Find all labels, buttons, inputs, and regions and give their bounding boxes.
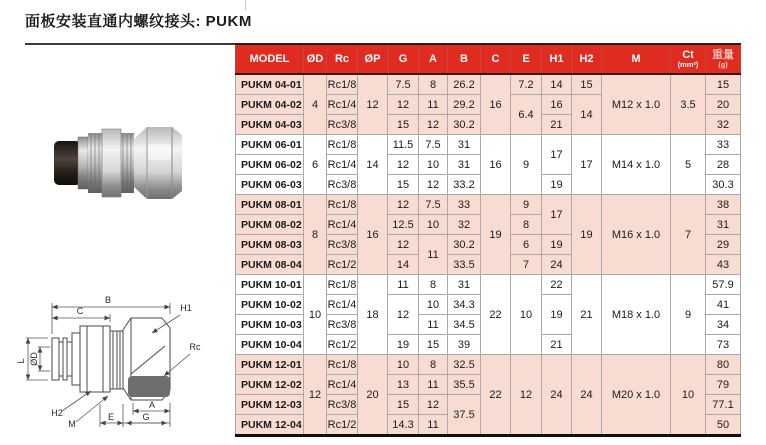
value-cell: 12 [388, 235, 419, 255]
value-cell: 8 [419, 74, 448, 95]
value-cell: Rc1/8 [327, 275, 358, 295]
value-cell: 10 [511, 275, 542, 355]
value-cell: 10 [671, 355, 706, 436]
value-cell: 37.5 [448, 395, 481, 436]
value-cell: 8 [511, 215, 542, 235]
value-cell: 28 [706, 155, 741, 175]
value-cell: 11 [419, 315, 448, 335]
value-cell: 34.5 [448, 315, 481, 335]
fitting-photo-illustration [52, 110, 192, 202]
value-cell: 11 [419, 235, 448, 275]
value-cell: 80 [706, 355, 741, 375]
value-cell: 9 [511, 195, 542, 215]
value-cell: 30.2 [448, 115, 481, 135]
value-cell: 8 [304, 195, 327, 275]
product-photo [52, 110, 192, 202]
value-cell: Rc1/4 [327, 155, 358, 175]
value-cell: Rc1/8 [327, 195, 358, 215]
value-cell: 7 [511, 255, 542, 275]
column-header: H2 [572, 44, 602, 74]
value-cell: 4 [304, 74, 327, 135]
value-cell: 12 [388, 195, 419, 215]
model-cell: PUKM 04-03 [236, 115, 304, 135]
value-cell: 29.2 [448, 95, 481, 115]
value-cell: Rc1/4 [327, 375, 358, 395]
value-cell: 19 [542, 295, 572, 335]
dim-label-e: E [107, 412, 115, 422]
value-cell: 14 [542, 74, 572, 95]
value-cell: 8 [419, 355, 448, 375]
value-cell: 79 [706, 375, 741, 395]
column-header: G [388, 44, 419, 74]
model-cell: PUKM 10-01 [236, 275, 304, 295]
column-header: B [448, 44, 481, 74]
value-cell: 13 [388, 375, 419, 395]
value-cell: 10 [419, 155, 448, 175]
column-header: ØP [358, 44, 388, 74]
value-cell: Rc1/4 [327, 295, 358, 315]
value-cell: Rc3/8 [327, 175, 358, 195]
value-cell: 33.5 [448, 255, 481, 275]
value-cell: 9 [671, 275, 706, 355]
value-cell: 19 [542, 175, 572, 195]
model-cell: PUKM 06-03 [236, 175, 304, 195]
value-cell: 7.5 [388, 74, 419, 95]
value-cell: 20 [358, 355, 388, 436]
value-cell: 12 [388, 95, 419, 115]
value-cell: 12 [511, 355, 542, 436]
value-cell: 11 [419, 415, 448, 436]
value-cell: 38 [706, 195, 741, 215]
dim-label-g: G [142, 412, 150, 422]
value-cell: M16 x 1.0 [602, 195, 671, 275]
value-cell: 41 [706, 295, 741, 315]
value-cell: 20 [706, 95, 741, 115]
model-cell: PUKM 10-04 [236, 335, 304, 355]
value-cell: 18 [358, 275, 388, 355]
value-cell: 33.2 [448, 175, 481, 195]
model-cell: PUKM 12-01 [236, 355, 304, 375]
value-cell: 33 [706, 135, 741, 155]
column-header: H1 [542, 44, 572, 74]
table-row [236, 135, 741, 155]
value-cell: 32 [448, 215, 481, 235]
model-cell: PUKM 06-02 [236, 155, 304, 175]
rc-thread-shade [128, 376, 170, 397]
model-cell: PUKM 12-04 [236, 415, 304, 436]
model-cell: PUKM 08-04 [236, 255, 304, 275]
column-header: 重量 (g) [706, 44, 741, 74]
dim-label-rc: Rc [189, 342, 201, 352]
value-cell: 10 [304, 275, 327, 355]
column-header: Rc [327, 44, 358, 74]
value-cell: 7.2 [511, 74, 542, 95]
value-cell: 32 [706, 115, 741, 135]
value-cell: 16 [358, 195, 388, 275]
dim-label-l: L [16, 358, 26, 364]
value-cell: 33 [448, 195, 481, 215]
spec-table-body [236, 74, 741, 436]
model-cell: PUKM 08-02 [236, 215, 304, 235]
page-title: 面板安装直通内螺纹接头: PUKM [25, 13, 252, 30]
value-cell: 29 [706, 235, 741, 255]
value-cell: 11 [419, 95, 448, 115]
value-cell: 14.3 [388, 415, 419, 436]
dimension-drawing [0, 270, 222, 445]
value-cell: 6 [511, 235, 542, 255]
model-cell: PUKM 04-01 [236, 74, 304, 95]
dim-label-m: M [68, 419, 76, 429]
value-cell: 24 [542, 255, 572, 275]
value-cell: 10 [419, 295, 448, 315]
value-cell: 31 [448, 135, 481, 155]
value-cell: Rc1/2 [327, 415, 358, 436]
value-cell: 17 [542, 195, 572, 235]
value-cell: 21 [542, 335, 572, 355]
value-cell: 57.9 [706, 275, 741, 295]
value-cell: Rc3/8 [327, 395, 358, 415]
value-cell: Rc1/2 [327, 255, 358, 275]
value-cell: 17 [572, 135, 602, 195]
spec-table [235, 43, 741, 437]
value-cell: 16 [481, 74, 511, 135]
value-cell: 21 [542, 115, 572, 135]
value-cell: 14 [358, 135, 388, 195]
value-cell: 12.5 [388, 215, 419, 235]
value-cell: 15 [388, 395, 419, 415]
dim-label-h1: H1 [180, 303, 192, 313]
value-cell: 15 [706, 74, 741, 95]
value-cell: 16 [542, 95, 572, 115]
value-cell: 12 [358, 74, 388, 135]
value-cell: Rc3/8 [327, 235, 358, 255]
table-row [236, 275, 741, 295]
column-header: MODEL [236, 44, 304, 74]
value-cell: 15 [388, 175, 419, 195]
value-cell: 24 [572, 355, 602, 436]
value-cell: Rc1/4 [327, 95, 358, 115]
value-cell: 21 [572, 275, 602, 355]
header-row [236, 44, 741, 74]
value-cell: 50 [706, 415, 741, 436]
value-cell: 6 [304, 135, 327, 195]
value-cell: 5 [671, 135, 706, 195]
value-cell: 7.5 [419, 135, 448, 155]
value-cell: Rc1/4 [327, 215, 358, 235]
model-cell: PUKM 10-02 [236, 295, 304, 315]
value-cell: 30.2 [448, 235, 481, 255]
value-cell: M18 x 1.0 [602, 275, 671, 355]
value-cell: 7 [671, 195, 706, 275]
value-cell: Rc3/8 [327, 315, 358, 335]
value-cell: 12 [419, 395, 448, 415]
value-cell: 32.5 [448, 355, 481, 375]
value-cell: 10 [419, 215, 448, 235]
model-cell: PUKM 04-02 [236, 95, 304, 115]
column-header: ØD [304, 44, 327, 74]
column-header: C [481, 44, 511, 74]
value-cell: 43 [706, 255, 741, 275]
model-cell: PUKM 12-02 [236, 375, 304, 395]
value-cell: 9 [511, 135, 542, 195]
model-cell: PUKM 12-03 [236, 395, 304, 415]
value-cell: 22 [481, 355, 511, 436]
title-underline [25, 43, 237, 45]
value-cell: 10 [388, 355, 419, 375]
value-cell: 12 [419, 115, 448, 135]
value-cell: 14 [572, 95, 602, 135]
value-cell: 31 [448, 275, 481, 295]
column-header: A [419, 44, 448, 74]
value-cell: 15 [388, 115, 419, 135]
value-cell: 24 [542, 355, 572, 436]
column-header: E [511, 44, 542, 74]
dimension-drawing-svg [0, 270, 222, 445]
dim-label-od: ØD [29, 352, 39, 366]
value-cell: 30.3 [706, 175, 741, 195]
model-cell: PUKM 08-01 [236, 195, 304, 215]
page-column-divider [245, 0, 246, 10]
model-cell: PUKM 06-01 [236, 135, 304, 155]
value-cell: 39 [448, 335, 481, 355]
value-cell: 11 [388, 275, 419, 295]
value-cell: 31 [706, 215, 741, 235]
table-row [236, 355, 741, 375]
value-cell: 14 [388, 255, 419, 275]
value-cell: Rc1/8 [327, 135, 358, 155]
value-cell: 11 [419, 375, 448, 395]
dim-label-b: B [104, 295, 112, 305]
dim-label-c: C [76, 306, 84, 316]
model-cell: PUKM 08-03 [236, 235, 304, 255]
table-row [236, 74, 741, 95]
value-cell: Rc1/8 [327, 74, 358, 95]
value-cell: 7.5 [419, 195, 448, 215]
value-cell: 12 [419, 175, 448, 195]
value-cell: 73 [706, 335, 741, 355]
value-cell: 11.5 [388, 135, 419, 155]
value-cell: 12 [304, 355, 327, 436]
value-cell: M12 x 1.0 [602, 74, 671, 135]
value-cell: 19 [481, 195, 511, 275]
value-cell: 12 [388, 295, 419, 335]
value-cell: 6.4 [511, 95, 542, 135]
value-cell: 17 [542, 135, 572, 175]
value-cell: 15 [572, 74, 602, 95]
value-cell: 15 [419, 335, 448, 355]
table-row [236, 195, 741, 215]
dim-label-a: A [148, 400, 156, 410]
value-cell: M14 x 1.0 [602, 135, 671, 195]
value-cell: M20 x 1.0 [602, 355, 671, 436]
value-cell: Rc1/8 [327, 355, 358, 375]
value-cell: 19 [572, 195, 602, 275]
value-cell: 3.5 [671, 74, 706, 135]
value-cell: Rc1/2 [327, 335, 358, 355]
value-cell: 16 [481, 135, 511, 195]
value-cell: 31 [448, 155, 481, 175]
value-cell: 12 [388, 155, 419, 175]
column-header: Ct (mm²) [671, 44, 706, 74]
value-cell: 34.3 [448, 295, 481, 315]
column-header: M [602, 44, 671, 74]
value-cell: 26.2 [448, 74, 481, 95]
value-cell: 35.5 [448, 375, 481, 395]
model-cell: PUKM 10-03 [236, 315, 304, 335]
value-cell: 77.1 [706, 395, 741, 415]
value-cell: 19 [542, 235, 572, 255]
value-cell: 19 [388, 335, 419, 355]
value-cell: 22 [542, 275, 572, 295]
value-cell: 34 [706, 315, 741, 335]
value-cell: 22 [481, 275, 511, 355]
value-cell: Rc3/8 [327, 115, 358, 135]
dim-label-h2: H2 [51, 408, 63, 418]
value-cell: 8 [419, 275, 448, 295]
